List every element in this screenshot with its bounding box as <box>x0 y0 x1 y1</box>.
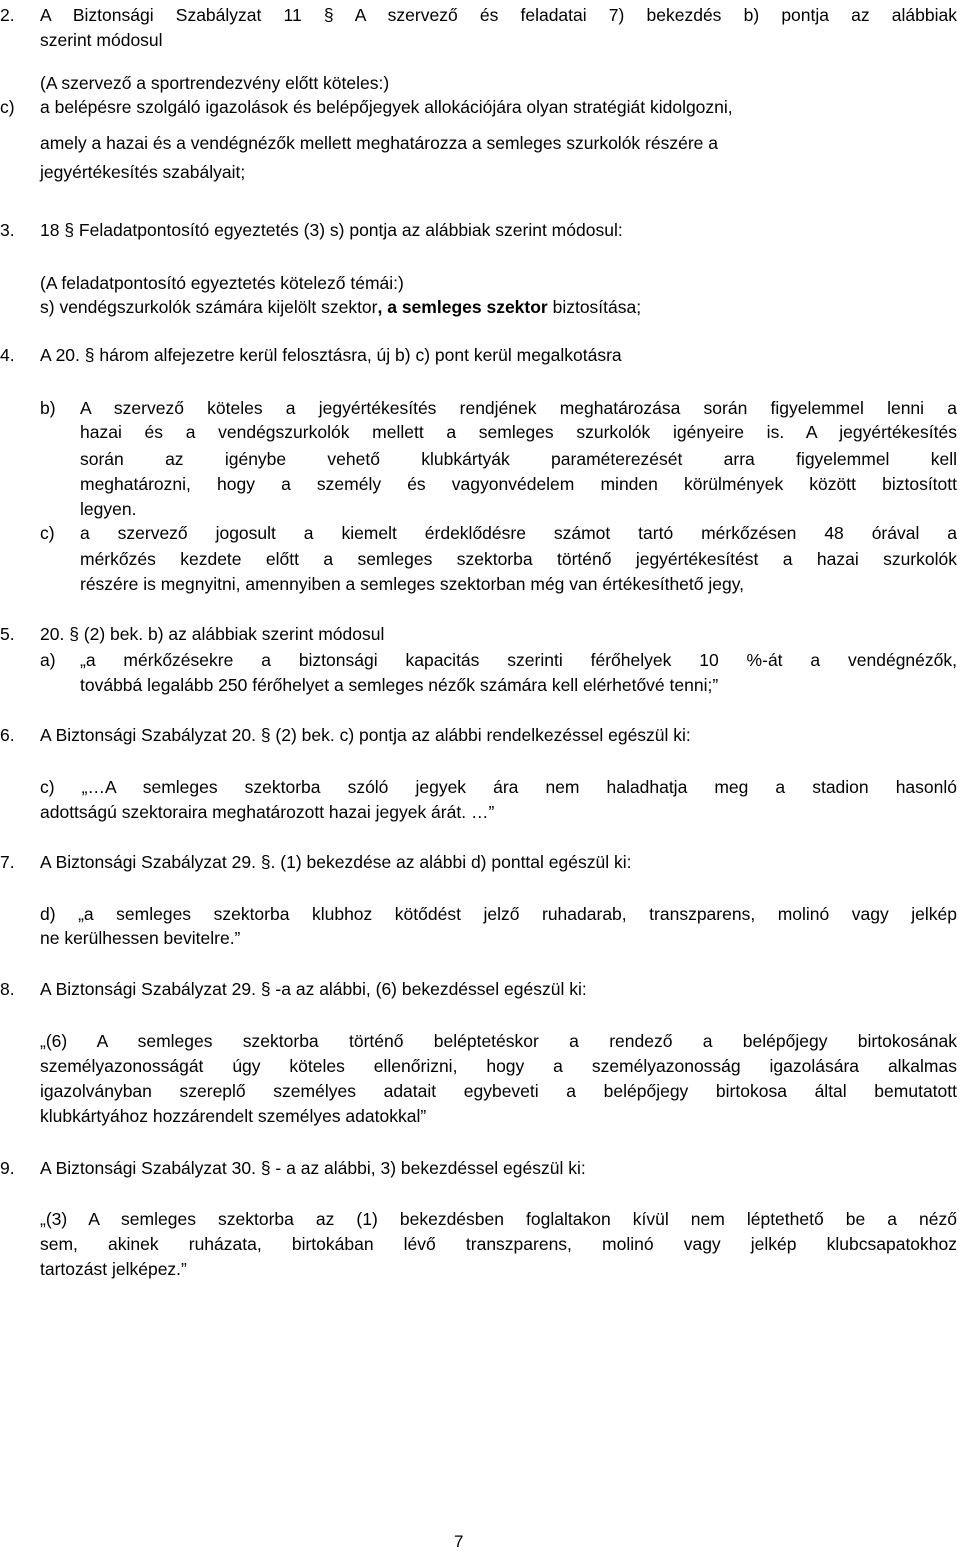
item-number: 2. <box>0 5 15 25</box>
sub-text: a szervező jogosult a kiemelt érdeklődésre számot tartó mérkőzésen 48 órával a <box>80 523 957 543</box>
sub-text-bold: , a semleges szektor <box>377 297 548 317</box>
sub-text-part: s) vendégszurkolók számára kijelölt szektor <box>40 297 378 317</box>
sub-text: részére is megnyitni, amennyiben a semleges szektorban még van értékesíthető jegy, <box>80 574 745 594</box>
context-note: (A feladatpontosító egyeztetés kötelező témái:) <box>40 273 404 293</box>
quote-text: „(3) A semleges szektorba az (1) bekezdésben foglaltakon kívül nem léptethető be a néző <box>40 1209 957 1229</box>
sub-text: továbbá legalább 250 férőhelyet a semleges nézők számára kell elérhetővé tenni;” <box>80 675 719 695</box>
sub-label: c) <box>40 523 55 543</box>
item-number: 7. <box>0 852 15 872</box>
sub-label: c) <box>0 97 15 117</box>
sub-text: amely a hazai és a vendégnézők mellett meghatározza a semleges szurkolók részére a <box>40 133 718 153</box>
quote-text: személyazonosságát úgy köteles ellenőrizni, hogy a személyazonosság igazolására alkalmas <box>40 1056 957 1076</box>
item-number: 5. <box>0 624 15 644</box>
sub-text: mérkőzés kezdete előtt a semleges szektorba történő jegyértékesítést a hazai szurkolók <box>80 549 957 569</box>
item-heading-cont: szerint módosul <box>40 30 163 50</box>
quote-text: sem, akinek ruházata, birtokában lévő transzparens, molinó vagy jelkép klubcsapatokhoz <box>40 1234 957 1254</box>
item-number: 3. <box>0 220 15 240</box>
quote-text: c) „…A semleges szektorba szóló jegyek ára nem haladhatja meg a stadion hasonló <box>40 777 957 797</box>
sub-text: hazai és a vendégszurkolók mellett a semleges szurkolók igényeire is. A jegyértékesítés <box>80 422 957 442</box>
item-number: 6. <box>0 725 15 745</box>
sub-text: „a mérkőzésekre a biztonsági kapacitás szerinti férőhelyek 10 %-át a vendégnézők, <box>80 650 957 670</box>
item-heading: A Biztonsági Szabályzat 20. § (2) bek. c) pontja az alábbi rendelkezéssel egészül ki: <box>40 725 691 745</box>
item-heading: A Biztonsági Szabályzat 11 § A szervező és feladatai 7) bekezdés b) pontja az alábbiak <box>40 5 957 25</box>
quote-text: d) „a semleges szektorba klubhoz kötődést jelző ruhadarab, transzparens, molinó vagy jelkép <box>40 904 957 924</box>
quote-text: ne kerülhessen bevitelre.” <box>40 928 241 948</box>
item-number: 8. <box>0 979 15 999</box>
sub-label: a) <box>40 650 56 670</box>
sub-text: legyen. <box>80 499 137 519</box>
item-number: 4. <box>0 345 15 365</box>
quote-text: „(6) A semleges szektorba történő beléptetéskor a rendező a belépőjegy birtokosának <box>40 1031 957 1051</box>
quote-text: klubkártyához hozzárendelt személyes adatokkal” <box>40 1106 427 1126</box>
sub-text: során az igénybe vehető klubkártyák paraméterezését arra figyelemmel kell <box>80 449 957 469</box>
item-heading: A Biztonsági Szabályzat 29. §. (1) bekezdése az alábbi d) ponttal egészül ki: <box>40 852 632 872</box>
quote-text: igazolványban szereplő személyes adatait egybeveti a belépőjegy birtokosa által bemutatott <box>40 1081 957 1101</box>
sub-label: b) <box>40 398 56 418</box>
sub-text: A szervező köteles a jegyértékesítés rendjének meghatározása során figyelemmel lenni a <box>80 398 957 418</box>
item-heading: A Biztonsági Szabályzat 29. § -a az alábbi, (6) bekezdéssel egészül ki: <box>40 979 587 999</box>
item-heading: A 20. § három alfejezetre kerül felosztásra, új b) c) pont kerül megalkotásra <box>40 345 622 365</box>
sub-text: jegyértékesítés szabályait; <box>40 162 246 182</box>
quote-text: adottságú szektoraira meghatározott hazai jegyek árát. …” <box>40 802 495 822</box>
context-note: (A szervező a sportrendezvény előtt köteles:) <box>40 73 390 93</box>
sub-text: a belépésre szolgáló igazolások és belépőjegyek allokációjára olyan stratégiát kidolgozni, <box>40 97 733 117</box>
item-heading: 20. § (2) bek. b) az alábbiak szerint módosul <box>40 624 385 644</box>
page-number: 7 <box>454 1532 464 1551</box>
item-heading: 18 § Feladatpontosító egyeztetés (3) s) pontja az alábbiak szerint módosul: <box>40 220 623 240</box>
quote-text: tartozást jelképez.” <box>40 1259 187 1279</box>
sub-text <box>40 296 641 318</box>
item-number: 9. <box>0 1158 15 1178</box>
sub-text-part: biztosítása; <box>547 297 642 317</box>
item-heading: A Biztonsági Szabályzat 30. § - a az alábbi, 3) bekezdéssel egészül ki: <box>40 1158 586 1178</box>
sub-text: meghatározni, hogy a személy és vagyonvédelem minden körülmények között biztosított <box>80 474 957 494</box>
